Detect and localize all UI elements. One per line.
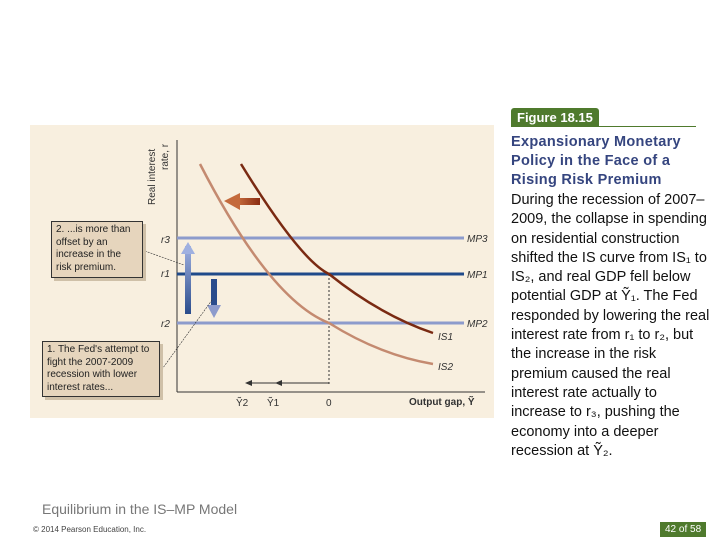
y-axis-label: Real interest — [147, 148, 158, 205]
figure-rule — [511, 126, 696, 127]
y1-label: Ỹ1 — [267, 398, 280, 409]
is2-label: IS2 — [438, 362, 454, 373]
figure-caption: During the recession of 2007–2009, the collapse in spending on residential construction shifted the IS curve from IS₁ to IS₂, and real GDP fell below potential GDP at Ỹ₁. The Fed responded by lowering the real interest rate from r₁ to r₂, but the increase in the risk premium caused the real interest rate actually to increase to r₃, pushing the economy into a deeper recession at Ỹ₂. — [511, 192, 710, 459]
mp2-label: MP2 — [467, 319, 488, 330]
is1-label: IS1 — [438, 332, 454, 343]
x-axis-label: Output gap, Ỹ — [409, 397, 475, 408]
zero-label: 0 — [326, 398, 332, 409]
r3-label: r3 — [161, 235, 170, 246]
footer-title: Equilibrium in the IS–MP Model — [42, 501, 238, 517]
is1-curve — [241, 164, 433, 333]
note-fed-attempt: 1. The Fed's attempt to fight the 2007-2009 recession with lower interest rates... — [42, 341, 160, 397]
note-risk-premium: 2. ...is more than offset by an increase in the risk premium. — [51, 221, 143, 278]
y-axis-label-2: rate, r — [160, 143, 171, 170]
leader-2 — [142, 250, 184, 265]
up-arrow — [181, 242, 195, 314]
shift-left-arrow — [224, 193, 260, 210]
mp3-label: MP3 — [467, 234, 488, 245]
down-arrow — [207, 279, 221, 318]
figure-tag: Figure 18.15 — [511, 108, 599, 127]
r1-label: r1 — [161, 269, 170, 280]
figure-title: Expansionary Monetary Policy in the Face of a Rising Risk Premium — [511, 134, 681, 188]
y2-label: Ỹ2 — [236, 398, 249, 409]
copyright: © 2014 Pearson Education, Inc. — [33, 525, 147, 534]
r2-label: r2 — [161, 319, 170, 330]
page-number: 42 of 58 — [660, 522, 706, 537]
mp1-label: MP1 — [467, 270, 488, 281]
